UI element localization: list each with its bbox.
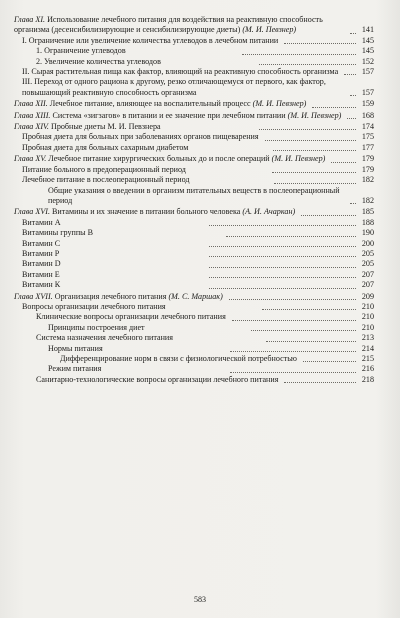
entry-page-number: 179: [361, 154, 374, 164]
entry-page-number: 185: [361, 207, 374, 217]
entry-title: Витамин С: [22, 238, 61, 248]
toc-entry: [14, 323, 374, 333]
toc-entry: [14, 175, 374, 185]
toc-entry: [14, 67, 374, 77]
entry-title: I. Ограничение или увеличение количества углеводов в лечебном питании: [22, 35, 279, 45]
entry-page-number: 174: [361, 122, 374, 132]
chapter-label: Глава XV.: [14, 154, 47, 164]
dot-leader: [242, 54, 356, 55]
entry-title: Вопросы организации лечебного питания: [22, 301, 166, 311]
entry-title: Система «зигзагов» в питании и ее значение при лечебном питании: [52, 110, 286, 120]
entry-title: 1. Ограничение углеводов: [36, 46, 126, 56]
entry-page-number: 159: [361, 99, 374, 109]
toc-entry: [14, 280, 374, 290]
dot-leader: [259, 64, 356, 65]
entry-page-number: 182: [361, 195, 374, 205]
dot-leader: [226, 236, 356, 237]
toc-chapter-entry: [14, 15, 374, 36]
entry-page-number: 215: [361, 354, 374, 363]
dot-leader: [274, 183, 356, 184]
entry-page-number: 145: [361, 35, 374, 45]
dot-leader: [251, 330, 356, 331]
chapter-label: Глава XIV.: [14, 122, 49, 132]
entry-title: Санитарно-технологические вопросы организации лечебного питания: [36, 374, 279, 384]
chapter-label: Глава XVII.: [14, 291, 53, 301]
entry-author: (М. С. Маршак): [168, 291, 223, 301]
toc-entry: [14, 228, 374, 238]
dot-leader: [209, 288, 356, 289]
entry-title: Питание больного в предоперационный период: [22, 164, 186, 174]
entry-page-number: 209: [361, 291, 374, 301]
entry-title: III. Переход от одного рациона к другому, резко отличающемуся от первого, как фактор, повышающий реактивную способность организма: [22, 77, 326, 97]
entry-title: Витамин К: [22, 280, 61, 290]
dot-leader: [350, 203, 356, 204]
entry-title: Витамин А: [22, 217, 61, 227]
dot-leader: [209, 267, 356, 268]
entry-title: Витамин Р: [22, 248, 60, 258]
toc-entry: [14, 312, 374, 322]
entry-page-number: 179: [361, 164, 374, 174]
dot-leader: [232, 320, 356, 321]
toc-entry: [14, 333, 374, 343]
entry-title: Общие указания о введении в организм питательных веществ в послеоперационный период: [48, 185, 340, 205]
toc-entry: [14, 143, 374, 153]
toc-entry: [14, 57, 374, 67]
entry-page-number: 210: [361, 312, 374, 322]
toc-entry: [14, 36, 374, 46]
dot-leader: [209, 225, 356, 226]
dot-leader: [266, 341, 357, 342]
entry-page-number: 141: [361, 25, 374, 35]
entry-title: Система назначения лечебного питания: [36, 333, 173, 343]
toc-chapter-entry: [14, 122, 374, 132]
entry-page-number: 213: [361, 333, 375, 343]
entry-page-number: 182: [361, 175, 374, 185]
entry-title: Витамин D: [22, 259, 61, 269]
entry-title: Витамины группы В: [22, 228, 94, 238]
entry-author: (М. И. Певзнер): [242, 25, 297, 35]
entry-title: Клинические вопросы организации лечебного питания: [36, 312, 226, 322]
entry-title: Режим питания: [48, 364, 102, 374]
entry-page-number: 207: [361, 269, 374, 279]
dot-leader: [350, 95, 356, 96]
toc-entry: [14, 375, 374, 385]
chapter-label: Глава XVI.: [14, 207, 50, 217]
entry-author: (М. И. Певзнер): [287, 110, 342, 120]
entry-page-number: 218: [361, 374, 374, 384]
entry-page-number: 157: [361, 67, 374, 77]
entry-title: Лечебное питание, влияющее на воспалительный процесс: [49, 99, 251, 109]
entry-page-number: 205: [361, 259, 374, 269]
dot-leader: [209, 277, 356, 278]
dot-leader: [265, 140, 356, 141]
toc-entry: [14, 132, 374, 142]
dot-leader: [284, 43, 356, 44]
dot-leader: [209, 246, 356, 247]
toc-entry: [14, 239, 374, 249]
dot-leader: [331, 162, 356, 163]
dot-leader: [312, 107, 356, 108]
entry-title: Организация лечебного питания: [54, 291, 167, 301]
toc-chapter-entry: [14, 154, 374, 164]
entry-title: Витамин Е: [22, 269, 60, 279]
dot-leader: [347, 118, 356, 119]
dot-leader: [273, 150, 356, 151]
toc-entry: [14, 259, 374, 269]
table-of-contents: [14, 14, 374, 385]
dot-leader: [284, 382, 356, 383]
entry-author: (А. И. Ачаркан): [242, 207, 296, 217]
entry-page-number: 210: [361, 301, 374, 311]
dot-leader: [209, 256, 356, 257]
entry-page-number: 152: [361, 56, 374, 66]
entry-page-number: 200: [361, 238, 375, 248]
entry-page-number: 168: [361, 110, 374, 120]
toc-entry: [14, 270, 374, 280]
entry-page-number: 190: [361, 228, 375, 238]
dot-leader: [350, 33, 356, 34]
entry-page-number: 214: [361, 343, 374, 353]
entry-title: Лечебное питание хирургических больных до и после операций: [48, 154, 270, 164]
toc-entry: [14, 77, 374, 98]
entry-title: Витамины и их значение в питании больного человека: [52, 207, 241, 217]
toc-entry: [14, 302, 374, 312]
dot-leader: [301, 215, 356, 216]
entry-page-number: 188: [361, 217, 374, 227]
entry-page-number: 145: [361, 46, 374, 56]
entry-title: Пробная диета для больных сахарным диабетом: [22, 142, 189, 152]
dot-leader: [344, 74, 356, 75]
entry-page-number: 216: [361, 364, 374, 374]
entry-page-number: 210: [361, 322, 374, 332]
entry-title: Лечебное питание в послеоперационный период: [22, 175, 190, 185]
entry-page-number: 177: [361, 142, 375, 152]
toc-chapter-entry: [14, 207, 374, 217]
entry-title: Использование лечебного питания для воздействия на реактивную способность организма (десенсибилизирующие и сенсибилизирующие диеты): [14, 15, 323, 35]
page-number: 583: [194, 595, 206, 604]
entry-page-number: 205: [361, 248, 374, 258]
toc-entry: [14, 218, 374, 228]
entry-title: Пробные диеты М. И. Певзнера: [50, 122, 161, 132]
entry-author: (М. И. Певзнер): [271, 154, 326, 164]
chapter-label: Глава XII.: [14, 99, 48, 109]
entry-title: Пробная диета для больных при заболеваниях органов пищеварения: [22, 132, 259, 142]
dot-leader: [303, 361, 356, 362]
dot-leader: [262, 309, 356, 310]
toc-entry: [14, 186, 374, 207]
toc-chapter-entry: [14, 111, 374, 121]
toc-chapter-entry: [14, 292, 374, 302]
entry-author: (М. И. Певзнер): [252, 99, 307, 109]
entry-page-number: 175: [361, 132, 374, 142]
toc-entry: [14, 46, 374, 56]
entry-title: 2. Увеличение количества углеводов: [36, 56, 161, 66]
dot-leader: [230, 372, 356, 373]
entry-title: Принципы построения диет: [48, 322, 145, 332]
toc-entry: [14, 344, 374, 354]
entry-page-number: 207: [361, 280, 375, 290]
entry-title: Дифференцирование норм в связи с физиологической потребностью: [60, 354, 297, 363]
chapter-label: Глава XI.: [14, 15, 46, 24]
entry-title: Нормы питания: [48, 343, 103, 353]
dot-leader: [230, 351, 356, 352]
entry-title: II. Сырая растительная пища как фактор, влияющий на реактивную способность организма: [22, 67, 339, 77]
toc-chapter-entry: [14, 99, 374, 109]
dot-leader: [259, 129, 356, 130]
chapter-label: Глава XIII.: [14, 110, 51, 120]
toc-entry: [14, 364, 374, 374]
entry-page-number: 157: [361, 87, 374, 97]
toc-entry: [14, 249, 374, 259]
toc-entry: [14, 354, 374, 364]
dot-leader: [272, 172, 356, 173]
toc-entry: [14, 165, 374, 175]
dot-leader: [229, 299, 356, 300]
